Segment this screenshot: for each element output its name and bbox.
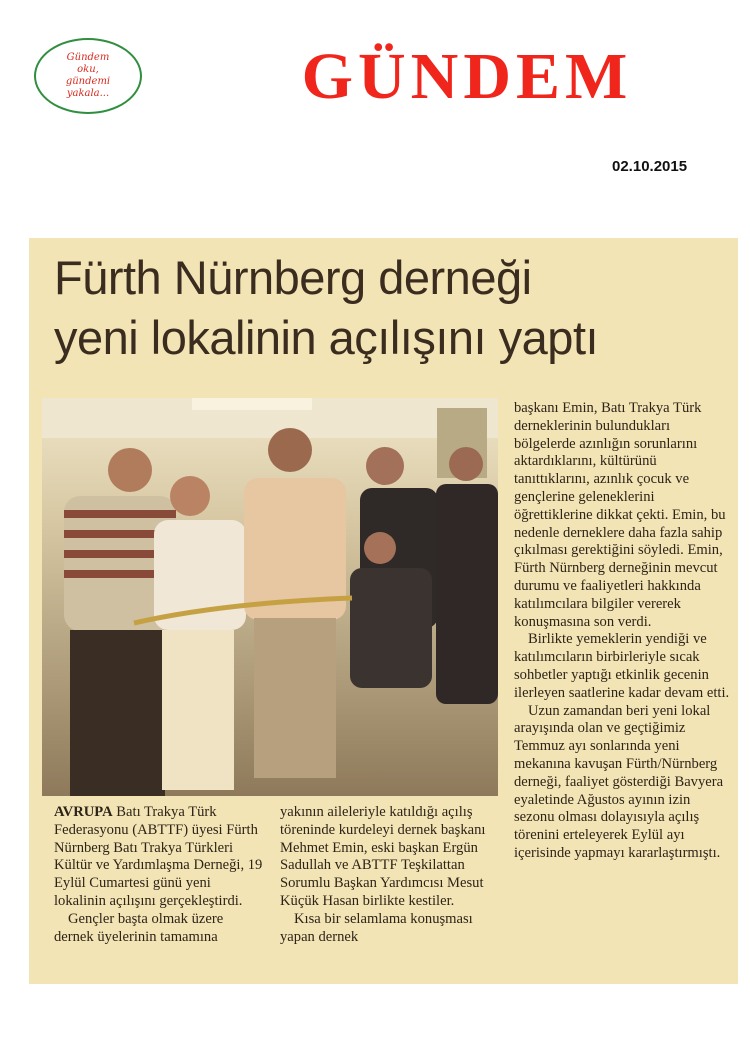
logo-line-3: gündemi <box>65 76 111 87</box>
article-paragraph-3: yakının aileleriyle katıldığı açılış töreninde kurdeleyi dernek başkanı Mehmet Emin, eski başkan Ergün Sadullah ve ABTTF Teşkilattan Sorumlu Başkan Yardımcısı Mesut Küçük Hasan birlikte kestiler. <box>280 804 486 909</box>
article-photo <box>42 398 498 796</box>
logo-line-2: oku, <box>77 64 99 75</box>
article-paragraph-1: Batı Trakya Türk Federasyonu (ABTTF) üyesi Fürth Nürnberg Batı Trakya Türkleri Kültür ve Yardımlaşma Derneği, 19 Eylül Cumartesi günü yeni lokalinin açılışını gerçekleştirdi. <box>54 804 263 909</box>
article-paragraph-5: başkanı Emin, Batı Trakya Türk derneklerinin bulundukları bölgelerde azınlığın sorunlarını aktardıklarını, kültürünü tanıttıklarını, azınlık çocuk ve gençlerine geleneklerini öğrettiklerine dikkat çekti. Emin, bu nedenle derneklere daha fazla sahip çıkılması gerektiğini söyledi. Emin, Fürth Nürnberg derneğinin mevcut durumu ve faaliyetleri hakkında katılımcılara bilgiler vererek konuşmasına son verdi. <box>514 400 726 630</box>
ribbon-cutting-photo-illustration <box>42 398 498 796</box>
headline-line-1: Fürth Nürnberg derneği <box>54 251 532 304</box>
photo-person-6 <box>436 447 498 704</box>
article-paragraph-2: Gençler başta olmak üzere dernek üyelerinin tamamına <box>54 910 224 945</box>
headline-line-2: yeni lokalinin açılışını yaptı <box>54 311 599 364</box>
article-headline <box>54 248 714 368</box>
article-paragraph-6: Birlikte yemeklerin yendiği ve katılımcıların birbirleriyle sıcak sohbetler yaptığı etkinlik gecenin ilerleyen saatlerine kadar devam etti. <box>514 631 730 701</box>
photo-light <box>192 398 312 410</box>
logo-line-4: yakala... <box>66 88 110 99</box>
article-paragraph-4: Kısa bir selamlama konuşması yapan dernek <box>280 910 473 945</box>
masthead-title: GÜNDEM <box>301 40 633 113</box>
publication-logo <box>34 38 142 114</box>
publication-date: 02.10.2015 <box>612 158 688 175</box>
article-column-right <box>514 400 732 863</box>
article-column-left <box>54 804 264 946</box>
article-dateline: AVRUPA <box>54 804 113 820</box>
logo-line-1: Gündem <box>66 52 110 63</box>
article-paragraph-7: Uzun zamandan beri yeni lokal arayışında olan ve geçtiğimiz Temmuz ayı sonlarında yeni mekanına kavuşan Fürth/Nürnberg derneği, faaliyet gösterdiği Bavyera eyaletinde Ağustos ayının izin sezonu olması dolayısıyla açılış törenini erteleyerek Eylül ayı içerisinde yapmayı kararlaştırmıştı. <box>514 702 724 861</box>
photo-person-2 <box>154 476 246 790</box>
article-column-middle <box>280 804 490 946</box>
